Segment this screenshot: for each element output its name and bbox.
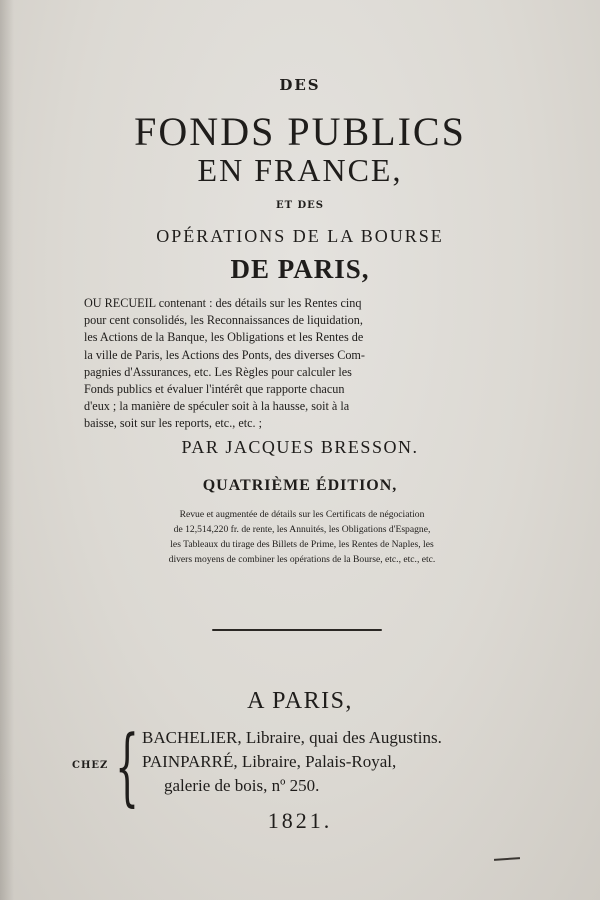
description-line: la ville de Paris, les Actions des Ponts, des diverses Com- [84, 347, 365, 362]
revision-line: Revue et augmentée de détails sur les Certificats de négociation [179, 509, 425, 520]
revision-line: de 12,514,220 fr. de rente, les Annuités, les Obligations d'Espagne, [173, 524, 431, 535]
description-line: pour cent consolidés, les Reconnaissances de liquidation, [84, 313, 363, 328]
imprint-place: A PARIS, [247, 688, 353, 714]
description-line: Fonds publics et évaluer l'intérêt que rapporte chacun [84, 382, 345, 397]
header-des: DES [279, 76, 321, 94]
description-paragraph [84, 295, 524, 433]
publisher-line: galerie de bois, nº 250. [164, 776, 320, 795]
edition-line: QUATRIÈME ÉDITION, [202, 477, 398, 494]
title-line-1: FONDS PUBLICS [134, 109, 466, 154]
description-line: les Actions de la Banque, les Obligations et les Rentes de [84, 330, 364, 345]
revision-paragraph [74, 507, 530, 567]
author-line: PAR JACQUES BRESSON. [181, 437, 419, 457]
header-et-des: ET DES [275, 200, 325, 211]
de-paris-heading: DE PARIS, [230, 254, 370, 284]
publisher-line: BACHELIER, Libraire, quai des Augustins. [142, 728, 442, 747]
operations-heading: OPÉRATIONS DE LA BOURSE [156, 226, 444, 246]
description-line: pagnies d'Assurances, etc. Les Règles pour calculer les [84, 364, 352, 379]
revision-line: divers moyens de combiner les opérations de la Bourse, etc., etc., etc. [168, 554, 436, 565]
imprint-chez: CHEZ [72, 760, 109, 771]
description-line: baisse, soit sur les reports, etc., etc. ; [84, 416, 263, 431]
publisher-block [142, 726, 442, 798]
imprint-year: 1821. [267, 808, 333, 833]
description-line: OU RECUEIL contenant : des détails sur les Rentes cinq [84, 296, 362, 310]
ink-mark [494, 857, 520, 861]
title-line-2: EN FRANCE, [197, 152, 403, 188]
description-line: d'eux ; la manière de spéculer soit à la hausse, soit à la [84, 399, 350, 414]
brace-glyph: { [115, 717, 140, 815]
divider-rule [212, 629, 382, 631]
revision-line: les Tableaux du tirage des Billets de Prime, les Rentes de Naples, les [170, 539, 434, 550]
publisher-line: PAINPARRÉ, Libraire, Palais-Royal, [142, 752, 397, 771]
